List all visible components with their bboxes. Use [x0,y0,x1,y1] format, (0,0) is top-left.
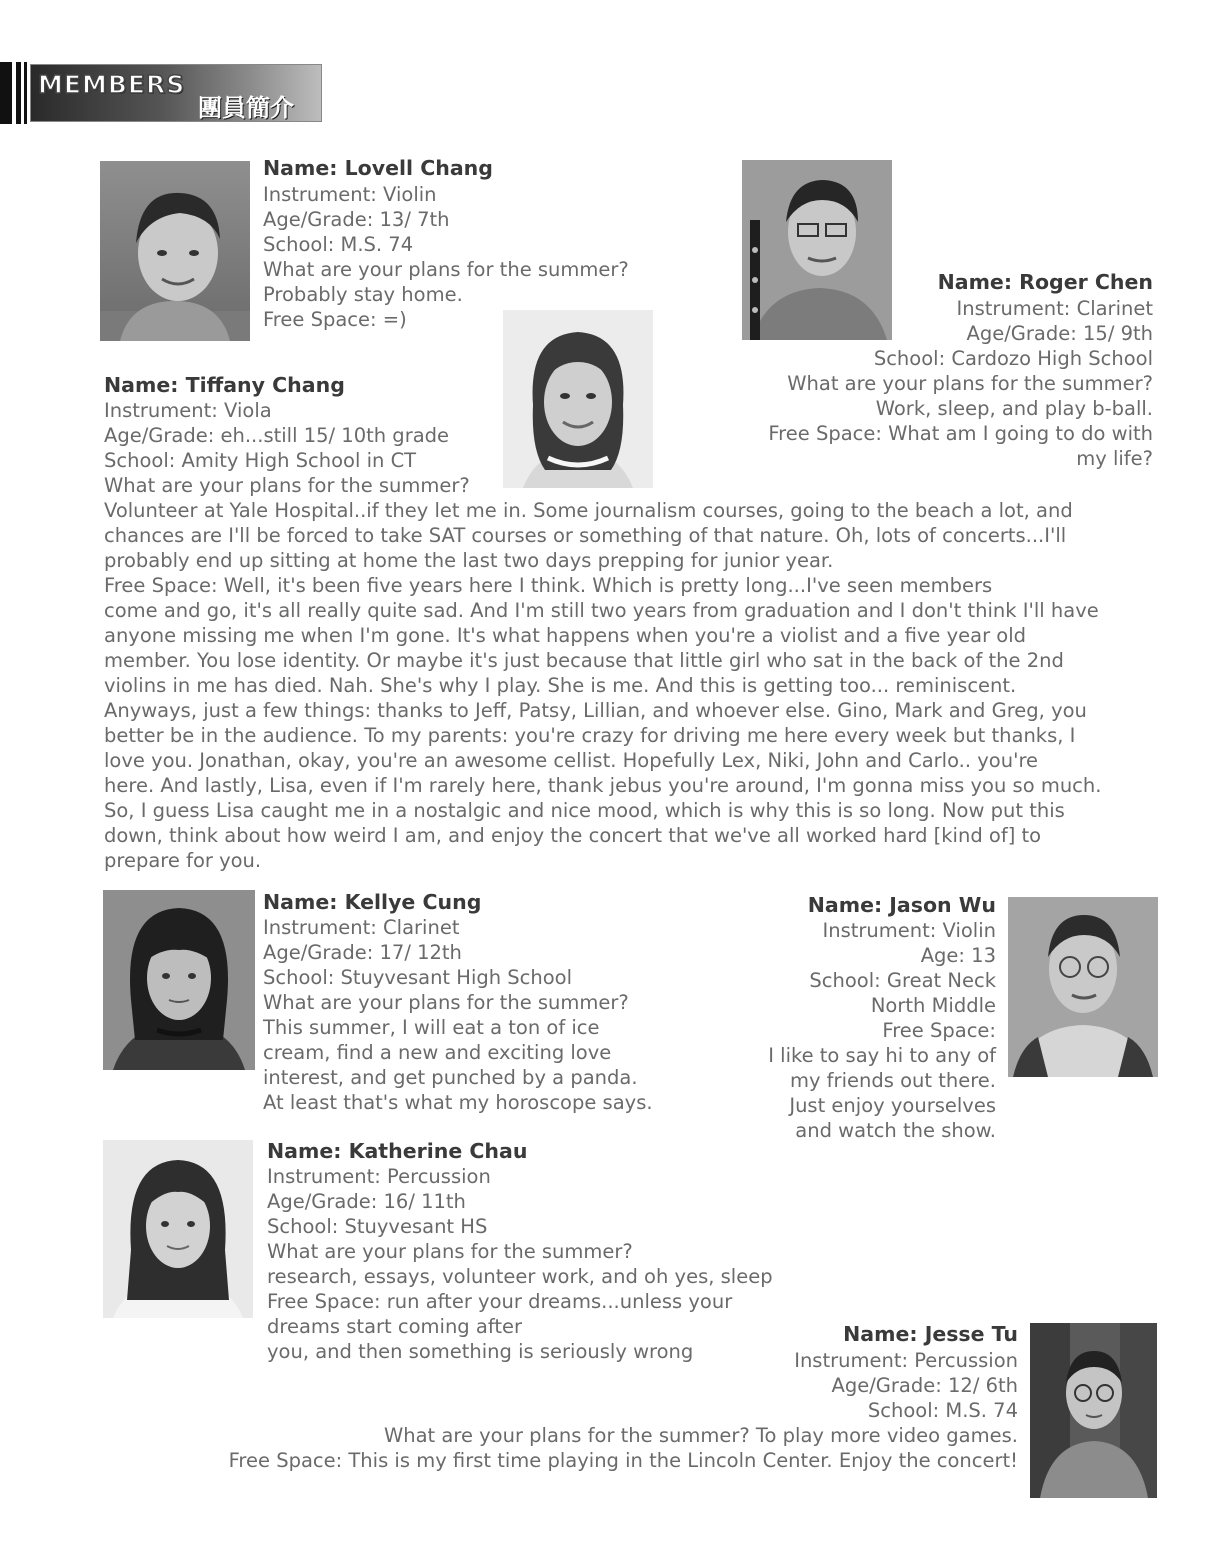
free-space-paragraph: Free Space: Well, it's been five years here I think. Which is pretty long...I've seen members come and go, it's all really quite sad. And I'm still two years from graduation and I don't think I'll have anyone missing me when I'm gone. It's what happens when you're a violist and a five year old member. You lose identity. Or maybe it's just because that little girl who sat in the back of the 2nd violins in me has died. Nah. She's why I play. She is me. And this is getting too... reminiscent. Anyways, just a few things: thanks to Jeff, Patsy, Lillian, and whoever else. Gino, Mark and Greg, you better be in the audience. To my parents: you're crazy for driving me here every week but thanks, I love you. Jonathan, okay, you're an awesome cellist. Hopefully Lex, Niki, John and Carlo.. you're here. And lastly, Lisa, even if I'm rarely here, thank jebus you're around, I'm gonna miss you so much. So, I guess Lisa caught me in a nostalgic and nice mood, which is why this is so long. Now put this down, think about how weird I am, and enjoy the concert that we've all worked hard [kind of] to prepare for you. [104,574,1102,872]
member-age-grade: Age/Grade: 12/ 6th [831,1374,1018,1397]
free-space-continued: my life? [1076,447,1153,470]
summer-answer: Probably stay home. [263,283,463,306]
member-age-grade: Age/Grade: 15/ 9th [966,322,1153,345]
member-school: School: M.S. 74 [263,233,414,256]
member-school: School: Stuyvesant High School [263,966,573,989]
free-space: my friends out there. [789,1069,996,1092]
member-instrument: Instrument: Violin [263,183,437,206]
summer-question-answer: What are your plans for the summer? To play more video games. [383,1424,1018,1447]
jason-wu-photo [1008,897,1158,1077]
member-instrument: Instrument: Violin [822,919,996,942]
katherine-chau-photo [103,1140,253,1318]
member-name: Name: Lovell Chang [263,156,493,180]
banner-bars [0,62,28,124]
summer-answer: Work, sleep, and play b-ball. [875,397,1153,420]
kellye-cung-photo [103,890,255,1070]
member-instrument: Instrument: Percussion [267,1165,491,1188]
summer-answer: At least that's what my horoscope says. [263,1091,653,1114]
member-school-continued: North Middle [870,994,996,1017]
member-instrument: Instrument: Clarinet [956,297,1153,320]
free-space: I like to say hi to any of [768,1044,996,1067]
summer-answer: cream, find a new and exciting love [263,1041,612,1064]
lovell-chang-photo [100,161,250,341]
free-space: Free Space: =) [263,308,407,331]
member-name: Name: Jesse Tu [843,1322,1018,1346]
member-name: Name: Kellye Cung [263,890,482,914]
member-instrument: Instrument: Viola [104,399,272,422]
free-space: dreams start coming after [267,1315,523,1338]
free-space: Just enjoy yourselves [789,1094,996,1117]
member-age-grade: Age/Grade: 16/ 11th [267,1190,466,1213]
free-space: Free Space: run after your dreams...unless your [267,1290,733,1313]
free-space: Free Space: This is my first time playing in the Lincoln Center. Enjoy the concert! [228,1449,1018,1472]
summer-question: What are your plans for the summer? [267,1240,633,1263]
member-age-grade: Age/Grade: 13/ 7th [263,208,450,231]
summer-question: What are your plans for the summer? [104,474,470,497]
free-space-label: Free Space: [882,1019,996,1042]
member-school: School: Stuyvesant HS [267,1215,488,1238]
member-school: School: Great Neck [809,969,996,992]
summer-question: What are your plans for the summer? [263,991,629,1014]
roger-chen-photo [742,160,892,340]
free-space: you, and then something is seriously wrong [267,1340,694,1363]
section-subtitle: 團員簡介 [198,94,294,122]
member-age-grade: Age/Grade: eh...still 15/ 10th grade [104,424,450,447]
tiffany-chang-photo [503,310,653,488]
member-name: Name: Katherine Chau [267,1139,528,1163]
member-instrument: Instrument: Percussion [794,1349,1018,1372]
summer-answer: This summer, I will eat a ton of ice [263,1016,600,1039]
member-instrument: Instrument: Clarinet [263,916,460,939]
free-space: and watch the show. [795,1119,996,1142]
member-school: School: Cardozo High School [873,347,1153,370]
member-name: Name: Jason Wu [807,893,996,917]
summer-answer: research, essays, volunteer work, and oh yes, sleep [267,1265,773,1288]
free-space: Free Space: What am I going to do with [768,422,1153,445]
summer-question: What are your plans for the summer? [263,258,629,281]
member-school: School: M.S. 74 [867,1399,1018,1422]
summer-answer: interest, and get punched by a panda. [263,1066,638,1089]
summer-answer-paragraph: Volunteer at Yale Hospital..if they let me in. Some journalism courses, going to the beach a lot, and chances are I'll be forced to take SAT courses or something of that nature. Oh, lots of concerts...I'll probably end up sitting at home the last two days prepping for junior year. [104,499,1073,572]
member-name: Name: Roger Chen [937,270,1153,294]
section-title: MEMBERS [38,70,186,99]
member-age: Age: 13 [920,944,996,967]
member-school: School: Amity High School in CT [104,449,417,472]
member-age-grade: Age/Grade: 17/ 12th [263,941,462,964]
summer-question: What are your plans for the summer? [787,372,1153,395]
jesse-tu-photo [1030,1323,1157,1498]
member-name: Name: Tiffany Chang [104,373,345,397]
